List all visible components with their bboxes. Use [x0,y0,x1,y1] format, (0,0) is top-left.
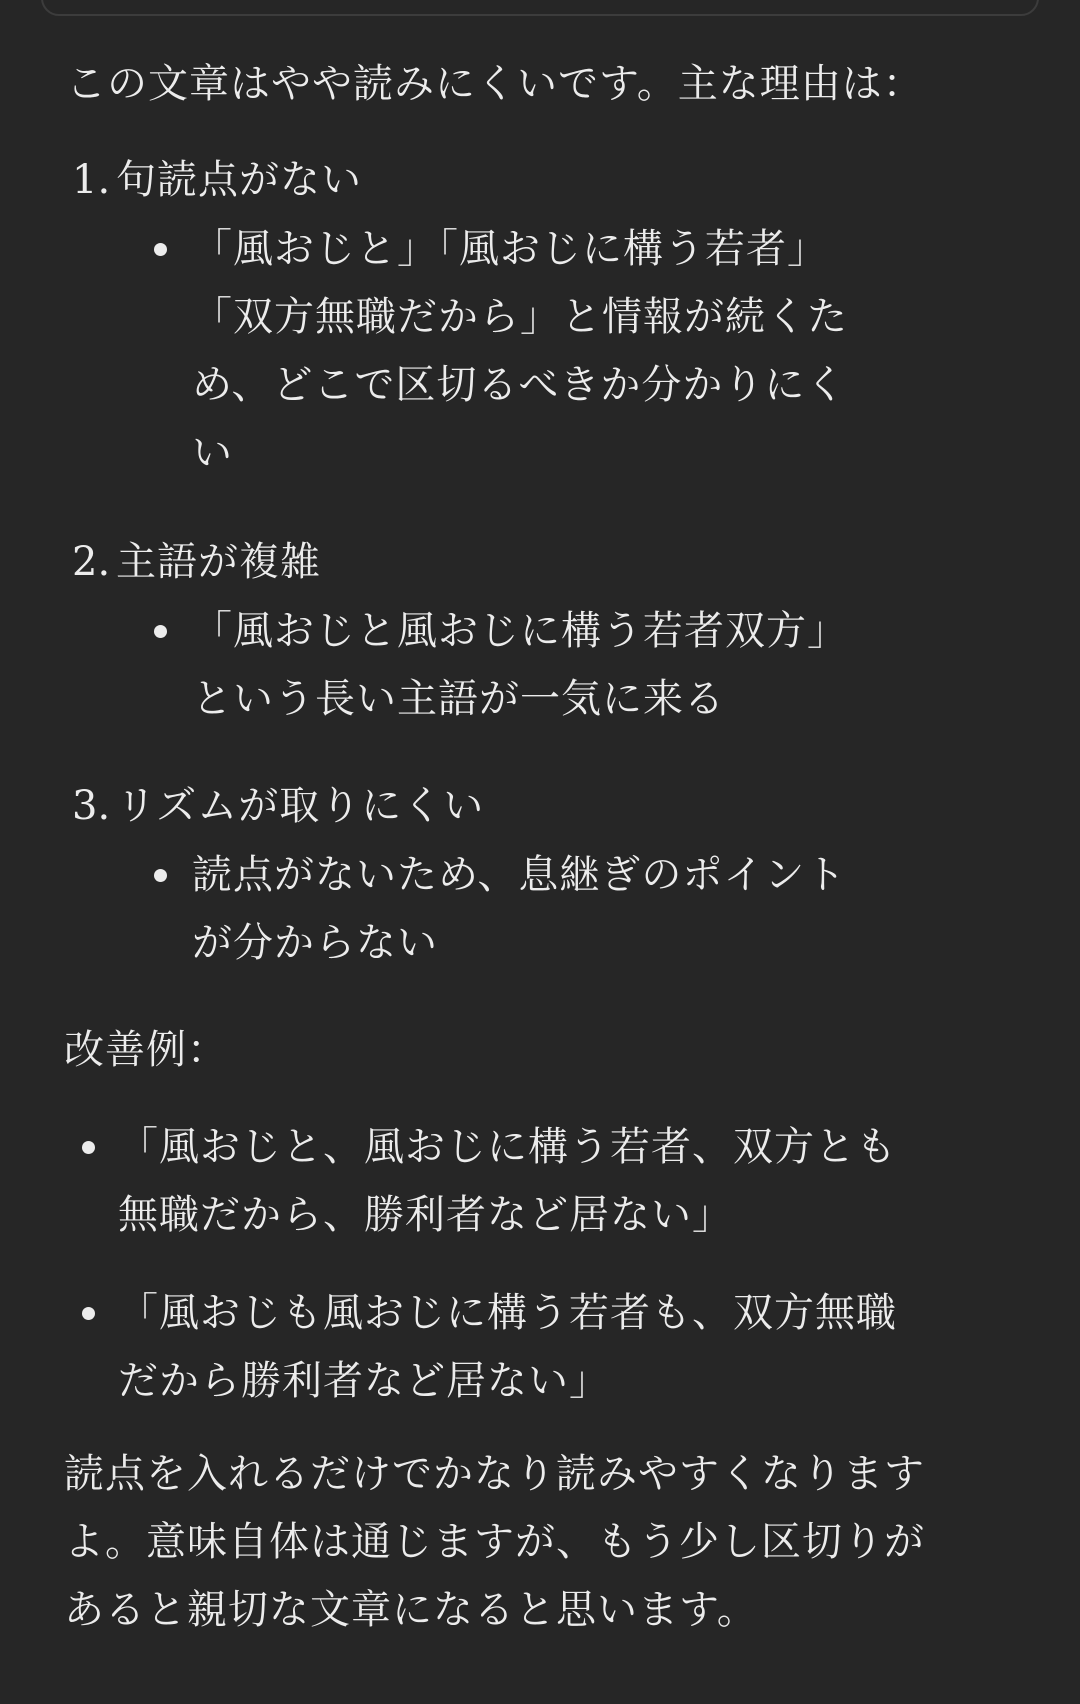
reason-detail: 「風おじと風おじに構う若者双方」という長い主語が一気に来る [192,608,828,722]
bullet-icon [82,1141,95,1154]
example-item: 「風おじと、風おじに構う若者、双方とも無職だから、勝利者など居ない」 [118,1124,897,1238]
bullet-icon [154,869,167,882]
reason-3 [72,772,484,840]
bullet-icon [154,625,167,638]
closing-text: 読点を入れるだけでかなり読みやすくなりますよ。意味自体は通じますが、もう少し区切りがあると親切な文章になると思います。 [64,1451,925,1633]
reason-1 [72,146,362,214]
improvement-heading: 改善例： [64,1027,228,1073]
reason-heading: 主語が複雑 [116,539,321,585]
reason-number: 1. [72,157,111,203]
reason-detail: 「風おじと」「風おじに構う若者」「双方無職だから」と情報が続くため、どこで区切るべきか分かりにくい [192,226,848,476]
reason-2 [72,528,321,596]
reason-detail: 読点がないため、息継ぎのポイントが分からない [192,852,847,966]
example-item: 「風おじも風おじに構う若者も、双方無職だから勝利者など居ない」 [118,1290,897,1404]
reason-heading: リズムが取りにくい [116,783,485,829]
bullet-icon [82,1307,95,1320]
reason-heading: 句読点がない [116,157,362,203]
reason-number: 3. [72,783,111,829]
reason-number: 2. [72,539,111,585]
intro-text: この文章はやや読みにくいです。主な理由は： [66,61,924,107]
bullet-icon [154,243,167,256]
